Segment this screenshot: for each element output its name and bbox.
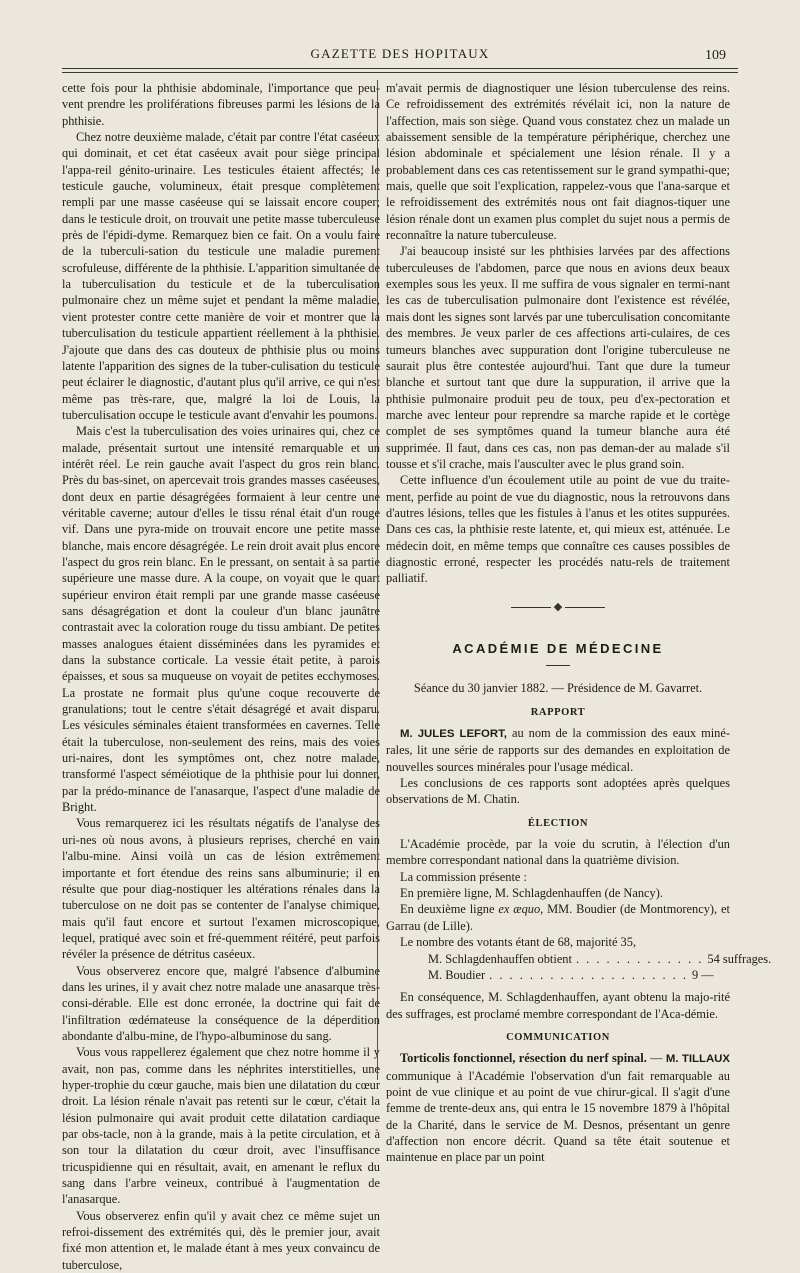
seance-line: Séance du 30 janvier 1882. — Présidence de M. Gavarret. <box>413 681 703 696</box>
communication-heading: COMMUNICATION <box>506 1031 610 1043</box>
paragraph: Le nombre des votants étant de 68, majorité 35, <box>400 935 637 950</box>
communication-title: Torticolis fonctionnel, résection du nerf spinal. <box>400 1051 647 1066</box>
ornament-line-right <box>565 607 605 608</box>
vote-name: M. Boudier <box>428 967 486 982</box>
heading-rule <box>546 665 570 666</box>
vote-leader-dots: . . . . . . . . . . . . . . . . . . . . <box>489 967 688 982</box>
paragraph: Vous observerez encore que, malgré l'absence d'albumine dans les urines, il y avait chez notre malade une anasarque très-consi-dérable. Elle est donc erronée, la doctrine qui fait de l'infiltration œdémateuse la conséquence de la déperdition abondante d'albu-mine, de l'hypo-albuminose du sang. <box>62 963 380 1043</box>
paragraph: Vous vous rappellerez également que chez notre homme il y avait, non pas, comme dans les néphrites interstitielles, une hyper-trophie du cœur gauche, mais bien une dilatation du cœur droit. La lésion rénale n'avait pas retenti sur le cœur, c'était la lésion pulmonaire qui avait produit cette dilatation cardiaque par obs-tacle, non à la grande, mais à la petite circulation, et à son tour la dilatation du cœur droit, avec l'insuffisance tricuspidienne qui en résultait, avait, en amenant le reflux du sang dans l'arbre veineux, contribué à l'augmentation de l'anasarque. <box>62 1045 380 1207</box>
paragraph: Vous observerez enfin qu'il y avait chez ce même sujet un refroi-dissement des extrémités qui, dès le premier jour, avait fixé mon attention et, le malade étant à mes yeux convaincu de tuberculose, <box>62 1208 380 1272</box>
rapport-paragraph <box>386 725 730 775</box>
communication-text: communique à l'Académie l'observation d'un fait remarquable au point de vue clinique et au point de vue chirur-gical. Il s'agit d'une femme de trente-deux ans, qui entra le 15 novembre 1879 à l'hôpital de la Charité, dans le service de M. Desnos, présentant un genre d'affection non encore décrit. Quand sa tête était soutenue et maintenue en place par un point <box>386 1068 730 1165</box>
text-run: , MM. Boudier (de Montmorency), et Garrau (de Lille). <box>386 902 730 933</box>
paragraph: m'avait permis de diagnostiquer une lésion tuberculense des reins. Ce refroidissement des extrémités révélait ici, non la nature de l'affection, mais son siège. Quand vous constatez chez un malade un abaissement sensible de la température périphérique, cherchez une lésion abdominale et spécialement une lésion rénale. Il y a probablement dans ces cas retentissement sur le grand sympathi-que; mais, quelle que soit l'explication, rappelez-vous que l'ana-sarque et le refroidissement des extrémités nous ont fait diagnos-tiquer une lésion rénale dont un examen plus complet du sujet nous a permis de reconnaître la nature tuberculeuse. <box>386 81 730 243</box>
header-rule-thin <box>62 72 738 73</box>
header-rule-thick <box>62 68 738 69</box>
right-column <box>386 80 772 1166</box>
paragraph: En conséquence, M. Schlagdenhauffen, ayant obtenu la majo-rité des suffrages, est proclamé membre correspondant de l'Aca-démie. <box>386 990 730 1021</box>
page-header <box>60 46 740 68</box>
communication-paragraph <box>386 1050 730 1165</box>
paragraph: Mais c'est la tuberculisation des voies urinaires qui, chez ce malade, présentait surtout une intensité remarquable et un intérêt réel. Le rein gauche avait l'aspect du gros rein blanc. Près du bas-sinet, on apercevait trois grandes masses caséeuses, dont deux en partie désagrégées formaient à leur centre une véritable caverne; autour d'elles le tissu rénal était d'un rouge vif. Dans une pyra-mide on trouvait encore une petite masse blanche, mais encore désagrégée. Le rein droit avait plus encore l'aspect du gros rein blanc. En le pressant, on sentait à sa partie supérieure une masse dure. A la coupe, on voyait que le quart supérieur environ était rempli par une grande masse caséeuse sans désagrégation et dont la couleur d'un blanc jaunâtre contrastait avec la coloration rouge du tissu ambiant. De petites masses analogues étaient disséminées dans les pyramides et dans la substance corticale. La vessie était petite, à parois épaisses, et sous sa muqueuse on voyait de petites ecchymoses. La prostate ne formait plus qu'une coque recouverte de granulations; tout le centre s'était désagrégé et avait disparu. Les vésicules séminales étaient transformées en cavernes. Telle était la tuberculose, non-seulement des reins, mais des voies uri-naires, dont les symptômes ont, chez notre malade, transformé l'aspect séméiotique de la phthisie pour lui donner, par la prédo-minance de l'anasarque, l'aspect d'une maladie de Bright. <box>62 424 380 815</box>
rapport-heading: RAPPORT <box>530 706 586 718</box>
page-number: 109 <box>705 48 726 63</box>
vote-row <box>386 967 730 983</box>
paragraph: Chez notre deuxième malade, c'était par contre l'état caséeux qui dominait, et cet état caséeux avait pour siège principal l'appa-reil génito-urinaire. Les testicules étaient affectés; le testicule gauche, volumineux, était presque complètement rempli par une masse caséeuse qui se laissait encore couper; dans le testicule droit, on trouvait une petite masse tuberculeuse près de l'épidi-dyme. Remarquez bien ce fait. On a voulu faire de la tuberculi-sation du testicule une maladie purement scrofuleuse, différente de la phthisie. L'apparition simultanée de la tuberculisation du testicule et de la tuberculisation pulmonaire chez un même sujet et pendant la même maladie, vient protester contre cette manière de voir et montrer que la tuberculisation du testicule appartient réellement à la phthisie. J'ajoute que dans des cas douteux de phthisie plus ou moins latente l'apparition des signes de la tuber-culisation du testicule peut éclairer le diagnostic, d'autant plus qu'il arrive, ce qui n'est même pas très-rare, que, malgré la loi de Louis, la tuberculisation occupe le testicule avant d'envahir les poumons. <box>62 130 380 422</box>
paragraph: J'ai beaucoup insisté sur les phthisies larvées par des affections tuberculeuses de l'abdomen, parce que nous en avions deux beaux exemples sous les yeux. Il me suffira de vous signaler en termi-nant les cas de tuberculisation pulmonaire dont l'existence est révélée, mais dont les signes sont larvés par une tuberculisation concomitante des membres. Je veux parler de ces affections arti-culaires, de ces tumeurs blanches avec suppuration dont l'origine tuberculeuse ne saurait plus être contestée aujourd'hui. Tant que dure la tumeur blanche et surtout tant que dure la suppuration, il arrive que la phthisie pulmonaire produit peu de toux, peu d'ex-pectoration et marche avec lenteur pour reprendre sa marche rapide et le cortège complet de ses symptômes quand la tumeur blanche aura été supprimée. Il faut, dans ces cas, non pas deman-der au malade s'il tousse et s'il crache, mais l'ausculter avec le plus grand soin. <box>386 244 730 471</box>
vote-name: M. Schlagdenhauffen obtient <box>428 951 572 966</box>
paragraph: L'Académie procède, par la voie du scrutin, à l'élection d'un membre correspondant national dans la quatrième division. <box>386 837 730 868</box>
running-title: GAZETTE DES HOPITAUX <box>310 46 490 61</box>
ornament-diamond-icon: ◆ <box>553 600 563 613</box>
section-ornament <box>386 599 730 615</box>
paragraph: Les conclusions de ces rapports sont adoptées après quelques observations de M. Chatin. <box>386 776 730 807</box>
left-column <box>62 80 380 1273</box>
rapport-text: au nom de la commission des eaux miné-rales, lit une série de rapports sur des demandes en exploitation de nouvelles sources minérales pour l'usage médical. <box>386 726 731 774</box>
paragraph <box>386 901 730 934</box>
rapport-speaker: M. JULES LEFORT, <box>400 728 507 741</box>
vote-row <box>386 951 772 967</box>
ornament-line-left <box>511 607 551 608</box>
text-run: En deuxième ligne <box>400 902 499 917</box>
text-run-italic: ex æquo <box>498 902 541 917</box>
paragraph: Vous remarquerez ici les résultats négatifs de l'analyse des uri-nes où nous avons, à plusieurs reprises, cherché en vain l'albu-mine. Ainsi voilà un cas de lésion extrêmement importante et fort étendue des reins sans albuminurie; il en résulte que pour diag-nostiquer les altérations rénales dans la tuberculose on ne doit pas se contenter de l'analyse chimique, mais qu'il faut encore et surtout l'examen microscopique, lequel, pratiqué avec soin et fré-quemment réitéré, peut parfois révéler la présence de détritus caséeux. <box>62 816 380 962</box>
paragraph: En première ligne, M. Schlagdenhauffen (de Nancy). <box>400 886 663 901</box>
column-divider <box>377 80 378 1080</box>
vote-count: 9 — <box>691 967 714 982</box>
communication-speaker: M. TILLAUX <box>665 1053 730 1066</box>
paragraph: cette fois pour la phthisie abdominale, l'importance que peu-vent prendre les proliférations fibreuses parmi les lésions de la phthisie. <box>62 81 380 128</box>
text-run: — <box>646 1051 666 1066</box>
election-heading: ÉLECTION <box>527 817 589 829</box>
academy-heading: ACADÉMIE DE MÉDECINE <box>452 641 664 656</box>
paragraph: Cette influence d'un écoulement utile au point de vue du traite-ment, perfide au point de vue du diagnostic, nous la retrouvons dans d'autres lésions, telles que les fistules à l'anus et les otites suppurées. Dans ces cas, la phthisie reste latente, et, qui mieux est, atténuée. Le médecin doit, en même temps que connaître ces causes possibles de diagnostic erroné, respecter les procédés natu-rels de traitement palliatif. <box>386 473 730 586</box>
paragraph: La commission présente : <box>400 869 527 884</box>
vote-leader-dots: . . . . . . . . . . . . . <box>575 951 704 966</box>
vote-count: 54 suffrages. <box>707 951 772 966</box>
